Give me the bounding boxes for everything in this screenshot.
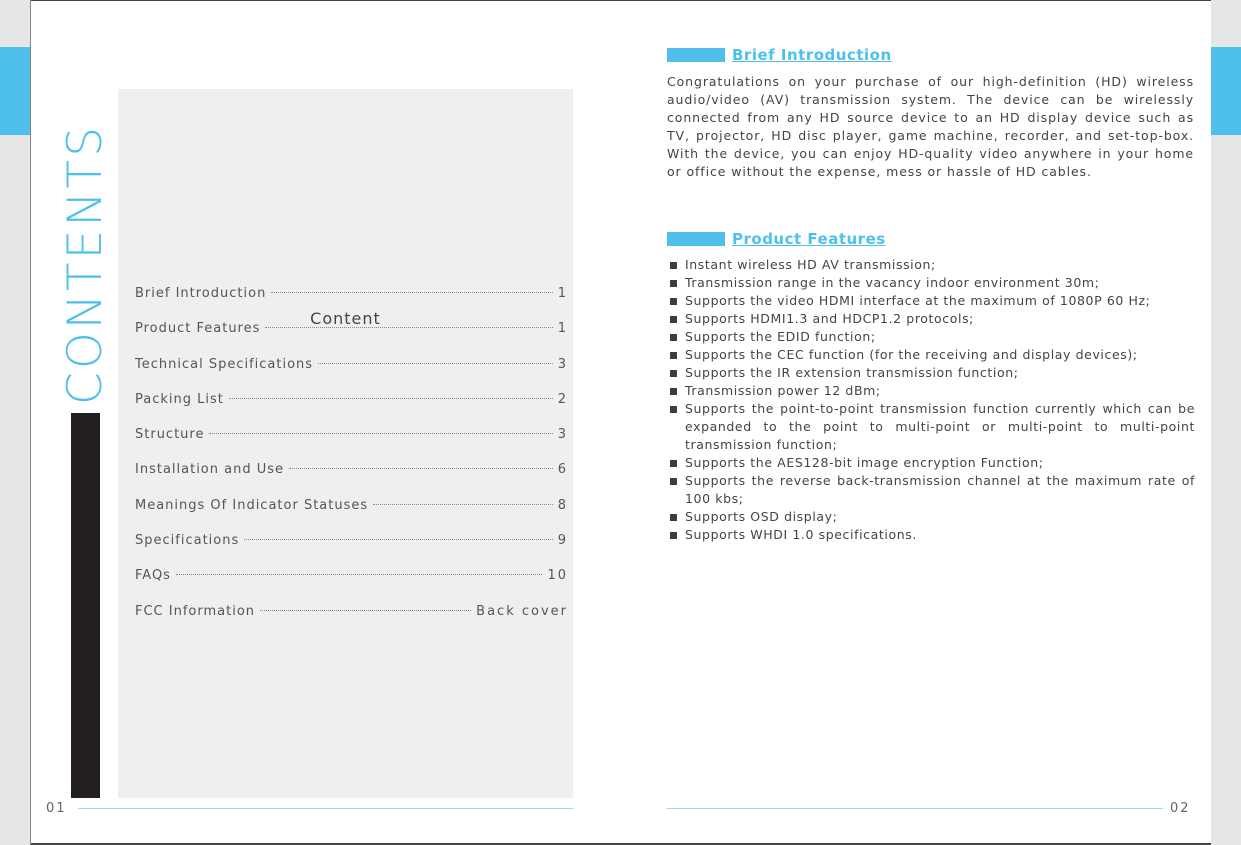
- feature-text: Supports WHDI 1.0 specifications.: [685, 527, 917, 542]
- toc-entry-label: Packing List: [135, 391, 224, 407]
- features-title: Product Features: [732, 230, 886, 248]
- toc-entry-page: 3: [557, 356, 568, 372]
- feature-item: [668, 472, 1195, 508]
- feature-text: Supports the reverse back-transmission channel at the maximum rate of 100 kbs;: [685, 473, 1195, 506]
- feature-item: [668, 364, 1195, 382]
- square-bullet-icon: [670, 262, 677, 269]
- toc-list: [135, 286, 568, 639]
- page-frame-left: [30, 0, 31, 845]
- toc-entry-page: 2: [557, 391, 568, 407]
- toc-entry-label: Meanings Of Indicator Statuses: [135, 497, 369, 513]
- features-list: [668, 256, 1195, 544]
- square-bullet-icon: [670, 298, 677, 305]
- feature-text: Supports the IR extension transmission function;: [685, 365, 1019, 380]
- toc-leader-dots: [244, 539, 552, 540]
- toc-leader-dots: [373, 504, 553, 505]
- toc-leader-dots: [265, 327, 552, 328]
- square-bullet-icon: [670, 316, 677, 323]
- toc-entry-page: 10: [547, 568, 568, 584]
- feature-item: [668, 292, 1195, 310]
- square-bullet-icon: [670, 334, 677, 341]
- feature-item: [668, 346, 1195, 364]
- feature-item: [668, 454, 1195, 472]
- feature-text: Supports the AES128-bit image encryption Function;: [685, 455, 1044, 470]
- feature-item: [668, 382, 1195, 400]
- feature-item: [668, 256, 1195, 274]
- heading-accent-bar: [667, 48, 725, 62]
- toc-entry-label: Technical Specifications: [135, 356, 314, 372]
- toc-entry-label: FCC Information: [135, 603, 256, 619]
- feature-text: Supports the EDID function;: [685, 329, 876, 344]
- footer-rule-left: [78, 808, 573, 809]
- features-heading: [667, 230, 886, 248]
- toc-panel: [118, 89, 573, 798]
- square-bullet-icon: [670, 478, 677, 485]
- page-number-right: 02: [1170, 801, 1191, 816]
- toc-entry[interactable]: [135, 462, 568, 497]
- square-bullet-icon: [670, 352, 677, 359]
- feature-item: [668, 400, 1195, 454]
- toc-entry-page: 3: [557, 427, 568, 443]
- toc-leader-dots: [289, 468, 553, 469]
- intro-title: Brief Introduction: [732, 46, 892, 64]
- toc-leader-dots: [271, 292, 552, 293]
- feature-item: [668, 310, 1195, 328]
- square-bullet-icon: [670, 388, 677, 395]
- toc-entry-page: 8: [557, 497, 568, 513]
- feature-item: [668, 274, 1195, 292]
- toc-entry-page: 1: [557, 286, 568, 301]
- square-bullet-icon: [670, 514, 677, 521]
- toc-leader-dots: [229, 398, 553, 399]
- feature-text: Supports the point-to-point transmission function currently which can be expanded to the point to multi-point or multi-point to multi-point transmission function;: [685, 401, 1195, 452]
- toc-entry[interactable]: [135, 321, 568, 356]
- feature-text: Supports HDMI1.3 and HDCP1.2 protocols;: [685, 311, 974, 326]
- toc-entry-page: 1: [557, 321, 568, 337]
- heading-accent-bar: [667, 232, 725, 246]
- intro-heading: [667, 46, 892, 64]
- toc-entry[interactable]: [135, 392, 568, 427]
- toc-entry-page: 6: [557, 462, 568, 478]
- feature-text: Instant wireless HD AV transmission;: [685, 257, 936, 272]
- toc-entry-label: Brief Introduction: [135, 286, 267, 301]
- square-bullet-icon: [670, 370, 677, 377]
- right-accent-tab: [1211, 47, 1241, 135]
- intro-paragraph: Congratulations on your purchase of our high-definition (HD) wireless audio/video (AV) transmission system. The device can be wirelessly connected from any HD source device to an HD display device such as TV, projector, HD disc player, game machine, recorder, and set-top-box. With the device, you can enjoy HD-quality video anywhere in your home or office without the expense, mess or hassle of HD cables.: [667, 74, 1194, 179]
- feature-text: Transmission range in the vacancy indoor environment 30m;: [685, 275, 1100, 290]
- feature-item: [668, 526, 1195, 544]
- toc-leader-dots: [209, 433, 552, 434]
- toc-entry-page: Back cover: [476, 603, 568, 619]
- toc-leader-dots: [260, 610, 471, 611]
- square-bullet-icon: [670, 280, 677, 287]
- toc-entry-label: Specifications: [135, 533, 240, 549]
- toc-leader-dots: [176, 574, 542, 575]
- square-bullet-icon: [670, 532, 677, 539]
- feature-item: [668, 508, 1195, 526]
- toc-entry-label: Product Features: [135, 321, 261, 337]
- square-bullet-icon: [670, 460, 677, 467]
- dark-sidebar-bar: [71, 413, 100, 798]
- toc-entry-page: 9: [557, 533, 568, 549]
- toc-entry-label: Installation and Use: [135, 462, 285, 478]
- toc-leader-dots: [318, 363, 553, 364]
- toc-entry-label: Structure: [135, 427, 205, 443]
- feature-text: Supports the video HDMI interface at the maximum of 1080P 60 Hz;: [685, 293, 1151, 308]
- toc-entry[interactable]: [135, 498, 568, 533]
- footer-rule-right: [667, 808, 1163, 809]
- left-accent-tab: [0, 47, 30, 135]
- toc-title: Content: [310, 309, 381, 328]
- toc-entry-label: FAQs: [135, 568, 171, 584]
- toc-entry[interactable]: [135, 286, 568, 321]
- vertical-contents-title: CONTENTS: [58, 123, 113, 405]
- toc-entry[interactable]: [135, 604, 568, 639]
- feature-text: Supports the CEC function (for the receiving and display devices);: [685, 347, 1138, 362]
- feature-text: Transmission power 12 dBm;: [685, 383, 881, 398]
- square-bullet-icon: [670, 406, 677, 413]
- toc-entry[interactable]: [135, 533, 568, 568]
- feature-text: Supports OSD display;: [685, 509, 838, 524]
- toc-entry[interactable]: [135, 427, 568, 462]
- page-frame-top: [30, 0, 1211, 1]
- feature-item: [668, 328, 1195, 346]
- page-number-left: 01: [46, 801, 67, 816]
- toc-entry[interactable]: [135, 568, 568, 603]
- toc-entry[interactable]: [135, 357, 568, 392]
